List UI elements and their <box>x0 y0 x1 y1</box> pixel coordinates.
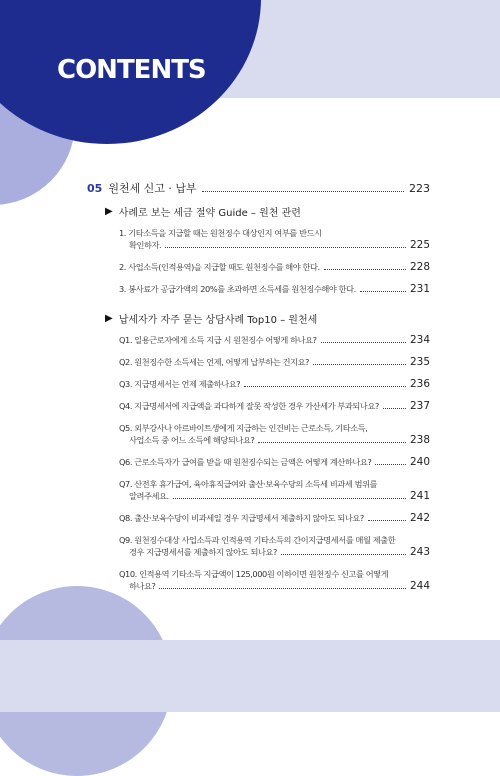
page-number: 237 <box>409 400 430 412</box>
toc-entry[interactable] <box>119 334 430 346</box>
entry-text-line2: 확인하자. <box>129 240 162 250</box>
dot-leader <box>281 554 406 555</box>
entry-text-line2: 사업소득 중 어느 소득에 해당되나요? <box>129 435 255 445</box>
page-number: 238 <box>409 434 430 446</box>
toc-entry[interactable] <box>119 261 430 273</box>
section-title: 사례로 보는 세금 절약 Guide – 원천 관련 <box>118 208 301 219</box>
dot-leader <box>165 247 406 248</box>
toc-entry[interactable] <box>119 356 430 368</box>
section-heading <box>105 204 430 219</box>
toc-entry[interactable] <box>119 568 430 592</box>
page-number: 231 <box>409 283 430 295</box>
toc-entry[interactable] <box>119 512 430 524</box>
chapter-title: 원천세 신고 · 납부 <box>108 182 197 195</box>
dot-leader <box>313 364 406 365</box>
toc-entry[interactable] <box>119 283 430 295</box>
triangle-bullet-icon: ▶ <box>105 313 113 324</box>
entry-text: Q2. 원천징수한 소득세는 언제, 어떻게 납부하는 건지요? <box>119 357 310 367</box>
page-number: 242 <box>409 512 430 524</box>
triangle-bullet-icon: ▶ <box>105 206 113 217</box>
entry-text-line1: Q10. 인적용역 기타소득 지급액이 125,000원 이하이면 원천징수 신고를 어떻게 <box>119 569 389 579</box>
chapter-entry[interactable] <box>87 180 430 196</box>
footer-band <box>0 640 500 712</box>
page-number: 241 <box>409 490 430 502</box>
dot-leader <box>383 408 406 409</box>
page-number: 234 <box>409 334 430 346</box>
entry-text: 3. 봉사료가 공급가액의 20%를 초과하면 소득세를 원천징수해야 한다. <box>119 284 356 294</box>
toc-entry[interactable] <box>119 378 430 390</box>
toc-entry[interactable] <box>119 422 430 446</box>
dot-leader <box>368 520 406 521</box>
dot-leader <box>258 442 406 443</box>
entry-text: 2. 사업소득(인적용역)을 지급할 때도 원천징수를 해야 한다. <box>119 262 320 272</box>
page-number: 225 <box>409 239 430 251</box>
page-number: 228 <box>409 261 430 273</box>
dot-leader <box>321 342 406 343</box>
entry-text-line1: Q7. 산전후 휴가급여, 육아휴직급여와 출산·보육수당의 소득세 비과세 범위를 <box>119 479 378 489</box>
entry-text: Q1. 일용근로자에게 소득 지급 시 원천징수 어떻게 하나요? <box>119 335 317 345</box>
toc-entry[interactable] <box>119 227 430 251</box>
dot-leader <box>324 269 406 270</box>
section-title: 납세자가 자주 묻는 상담사례 Top10 – 원천세 <box>118 315 318 326</box>
chapter-number: 05 <box>87 182 103 195</box>
page-number: 240 <box>409 456 430 468</box>
toc-entry[interactable] <box>119 456 430 468</box>
toc-entry[interactable] <box>119 478 430 502</box>
dot-leader <box>173 498 406 499</box>
toc-entry[interactable] <box>119 400 430 412</box>
dot-leader <box>244 386 406 387</box>
dot-leader <box>375 464 406 465</box>
entry-text-line2: 경우 지급명세서를 제출하지 않아도 되나요? <box>129 547 277 557</box>
entry-text: Q8. 출산·보육수당이 비과세일 경우 지급명세서 제출하지 않아도 되나요? <box>119 513 364 523</box>
dot-leader <box>202 191 404 192</box>
page-number: 244 <box>409 580 430 592</box>
toc-entry[interactable] <box>119 534 430 558</box>
entry-text-line2: 하나요? <box>129 581 156 591</box>
page-number: 235 <box>409 356 430 368</box>
page-number: 243 <box>409 546 430 558</box>
page-number: 236 <box>409 378 430 390</box>
page-title: CONTENTS <box>57 55 206 85</box>
page-number: 223 <box>409 182 430 195</box>
section-heading <box>105 311 430 326</box>
entry-text: Q6. 근로소득자가 급여를 받을 때 원천징수되는 금액은 어떻게 계산하나요? <box>119 457 372 467</box>
entry-text: Q3. 지급명세서는 언제 제출하나요? <box>119 379 241 389</box>
dot-leader <box>159 588 405 589</box>
entry-text-line2: 알려주세요. <box>129 491 169 501</box>
entry-text-line1: 1. 기타소득을 지급할 때는 원천징수 대상인지 여부를 반드시 <box>119 228 322 238</box>
dot-leader <box>360 291 406 292</box>
toc <box>87 180 430 602</box>
entry-text: Q4. 지급명세서에 지급액을 과다하게 잘못 작성한 경우 가산세가 부과되나요? <box>119 401 379 411</box>
entry-text-line1: Q5. 외부강사나 아르바이트생에게 지급하는 인건비는 근로소득, 기타소득, <box>119 423 368 433</box>
entry-text-line1: Q9. 원천징수대상 사업소득과 인적용역 기타소득의 간이지급명세서를 매월 제출한 <box>119 535 396 545</box>
